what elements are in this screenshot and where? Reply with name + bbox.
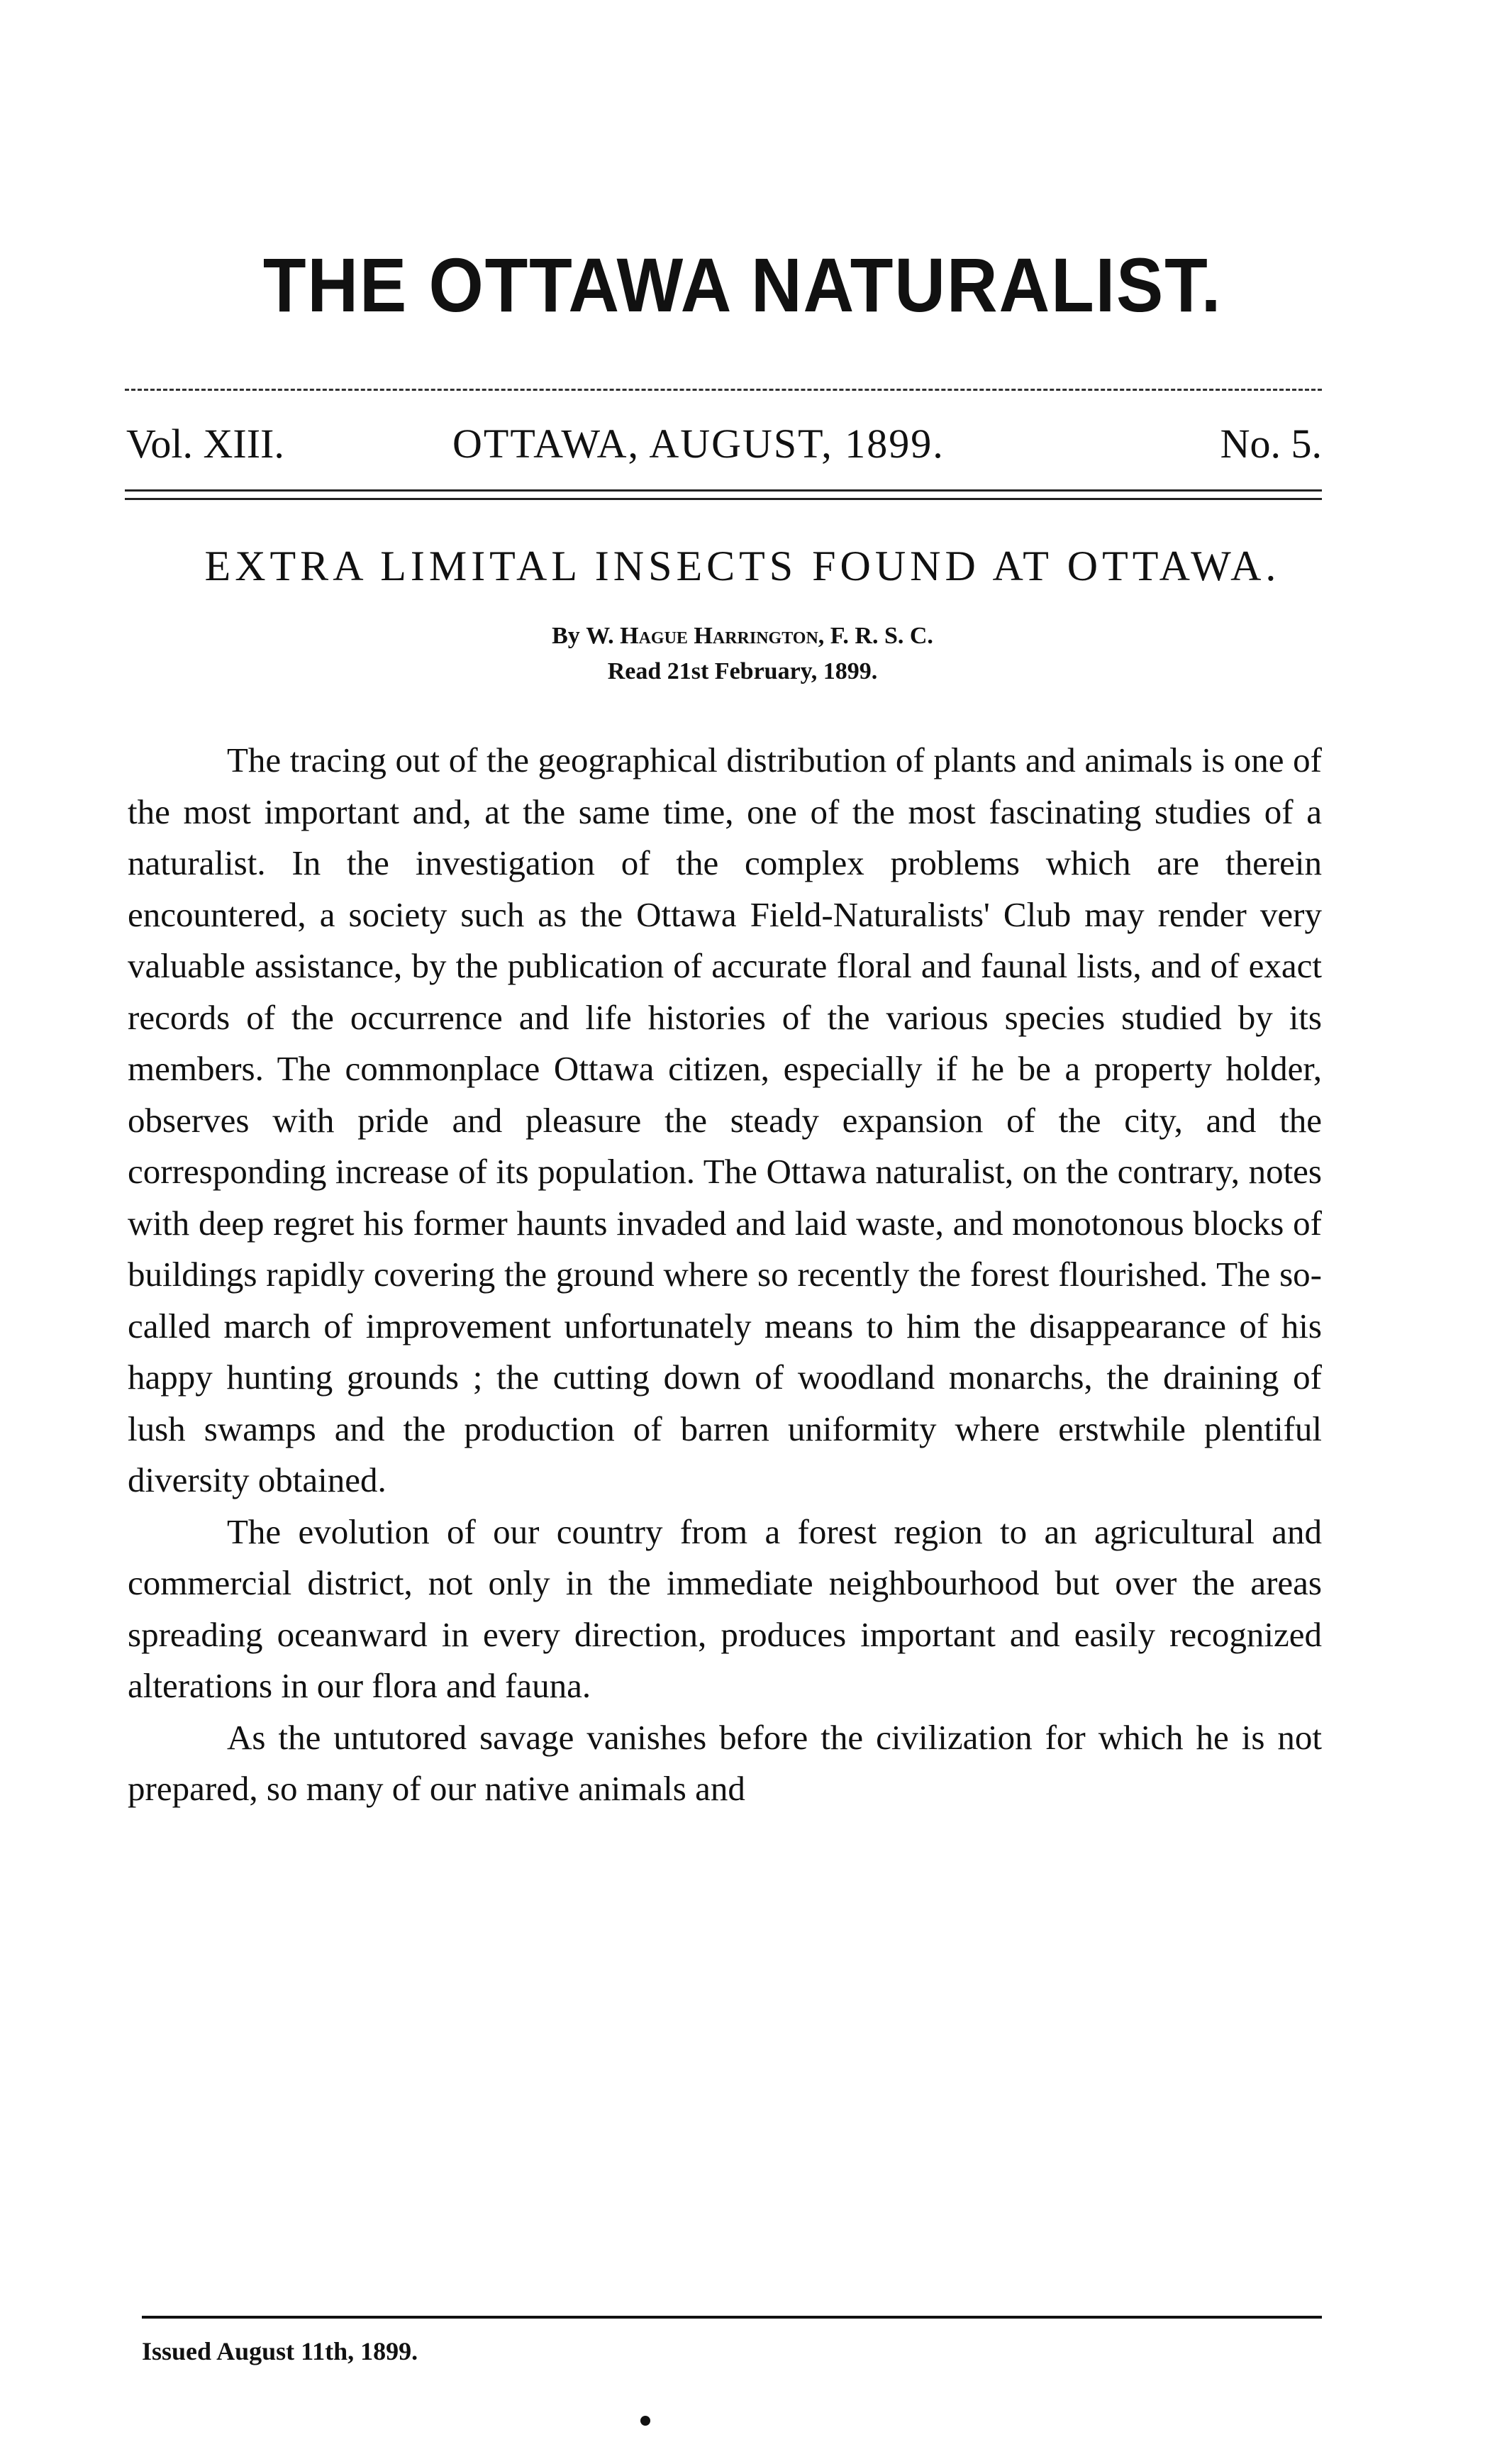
article-title: EXTRA LIMITAL INSECTS FOUND AT OTTAWA. — [204, 543, 1281, 589]
byline — [0, 618, 1485, 689]
byline-prefix: By — [552, 623, 586, 649]
body-paragraph-3: As the untutored savage vanishes before the civilization for which he is not prepared, so many of our native animals and — [128, 1717, 1322, 1808]
body-paragraph-2: The evolution of our country from a forest region to an agricultural and commercial district, not only in the immediate neighbourhood but over the areas spreading oceanward in every direction, produces important and easily recognized alterations in our flora and fauna. — [128, 1511, 1322, 1705]
journal-title: THE OTTAWA NATURALIST. — [262, 242, 1223, 328]
volume-label: Vol. XIII. — [126, 421, 284, 467]
author-name: W. Hague Harrington, F. R. S. C. — [586, 623, 933, 649]
issued-date-footnote: Issued August 11th, 1899. — [142, 2337, 418, 2365]
issue-line — [126, 416, 1322, 472]
place-date-label: OTTAWA, AUGUST, 1899. — [452, 421, 945, 467]
author-line — [0, 618, 1485, 654]
masthead-dashed-rule — [125, 389, 1322, 391]
issue-rule-bottom — [125, 498, 1322, 500]
article-body — [128, 735, 1322, 1815]
page-mark-dot — [640, 2416, 650, 2426]
footnote-rule — [142, 2316, 1322, 2319]
body-paragraph-1: The tracing out of the geographical distribution of plants and animals is one of the most important and, at the same time, one of the most fascinating studies of a naturalist. In the investigation of the complex problems which are therein encountered, a society such as the Ottawa Field-Naturalists' Club may render very valuable assistance, by the publication of accurate floral and faunal lists, and of exact records of the occurrence and life histories of the various species studied by its members. The commonplace Ottawa citizen, especially if he be a property holder, observes with pride and pleasure the steady expansion of the city, and the corresponding increase of its population. The Ottawa naturalist, on the contrary, notes with deep regret his former haunts invaded and laid waste, and monotonous blocks of buildings rapidly covering the ground where so recently the forest flourished. The so-called march of improvement unfortunately means to him the disappearance of his happy hunting grounds ; the cutting down of woodland monarchs, the draining of lush swamps and the production of barren uniformity where erstwhile plentiful diversity obtained. — [128, 740, 1322, 1499]
issue-number-label: No. 5. — [1220, 421, 1322, 467]
read-date: Read 21st February, 1899. — [607, 658, 878, 684]
issue-rule-top — [125, 489, 1322, 492]
